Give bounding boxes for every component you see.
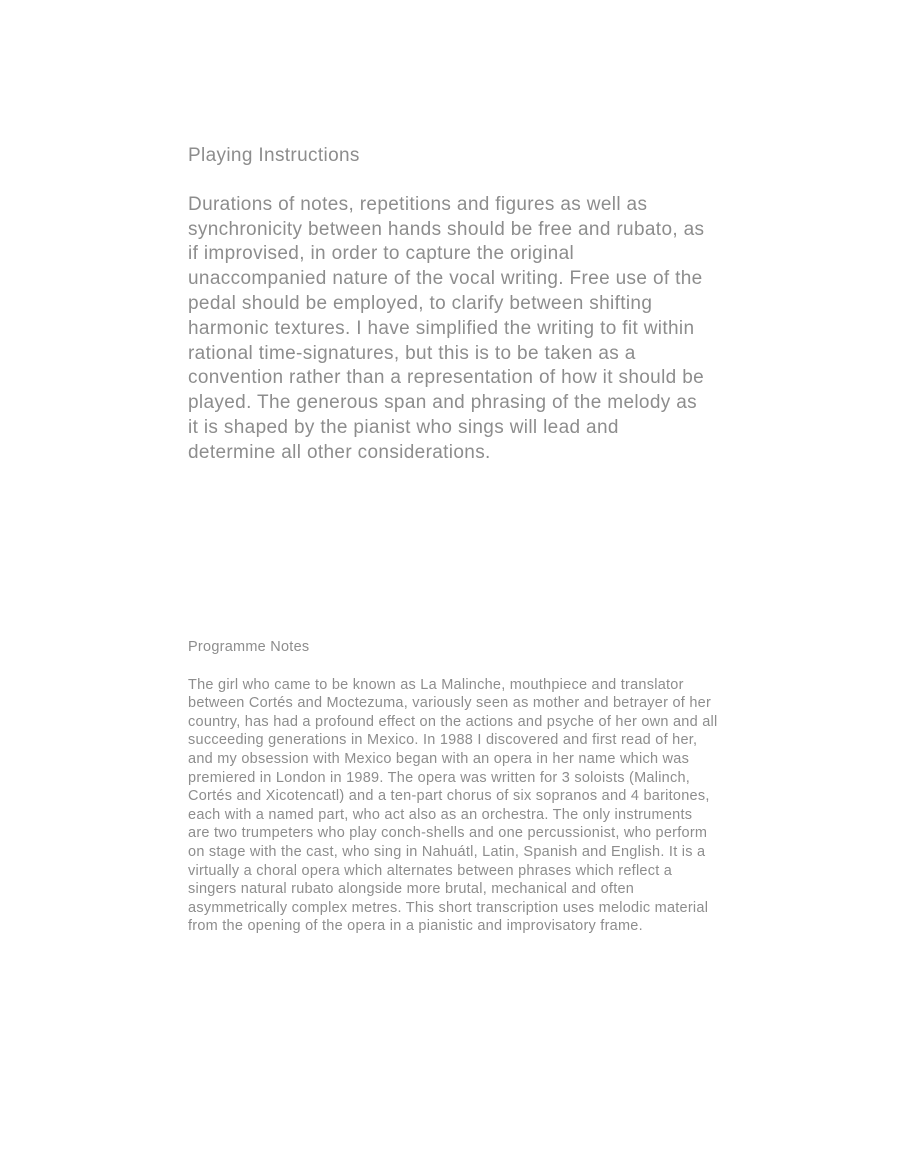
programme-notes-section xyxy=(188,638,718,936)
programme-notes-heading: Programme Notes xyxy=(188,639,310,655)
playing-instructions-section xyxy=(188,144,708,466)
playing-instructions-heading: Playing Instructions xyxy=(188,145,360,166)
programme-notes-body: The girl who came to be known as La Malinche, mouthpiece and translator between Cortés and Moctezuma, variously seen as mother and betrayer of her country, has had a profound effect on the actions and psyche of her own and all succeeding generations in Mexico. In 1988 I discovered and first read of her, and my obsession with Mexico began with an opera in her name which was premiered in London in 1989. The opera was written for 3 soloists (Malinch, Cortés and Xicotencatl) and a ten-part chorus of six sopranos and 4 baritones, each with a named part, who act also as an orchestra. The only instruments are two trumpeters who play conch-shells and one percussionist, who perform on stage with the cast, who sing in Nahuátl, Latin, Spanish and English. It is a virtually a choral opera which alternates between phrases which reflect a singers natural rubato alongside more brutal, mechanical and often asymmetrically complex metres. This short transcription uses melodic material from the opening of the opera in a pianistic and improvisatory frame. xyxy=(188,676,718,935)
playing-instructions-body: Durations of notes, repetitions and figures as well as synchronicity between hands should be free and rubato, as if improvised, in order to capture the original unaccompanied nature of the vocal writing. Free use of the pedal should be employed, to clarify between shifting harmonic textures. I have simplified the writing to fit within rational time-signatures, but this is to be taken as a convention rather than a representation of how it should be played. The generous span and phrasing of the melody as it is shaped by the pianist who sings will lead and determine all other considerations. xyxy=(188,193,705,463)
